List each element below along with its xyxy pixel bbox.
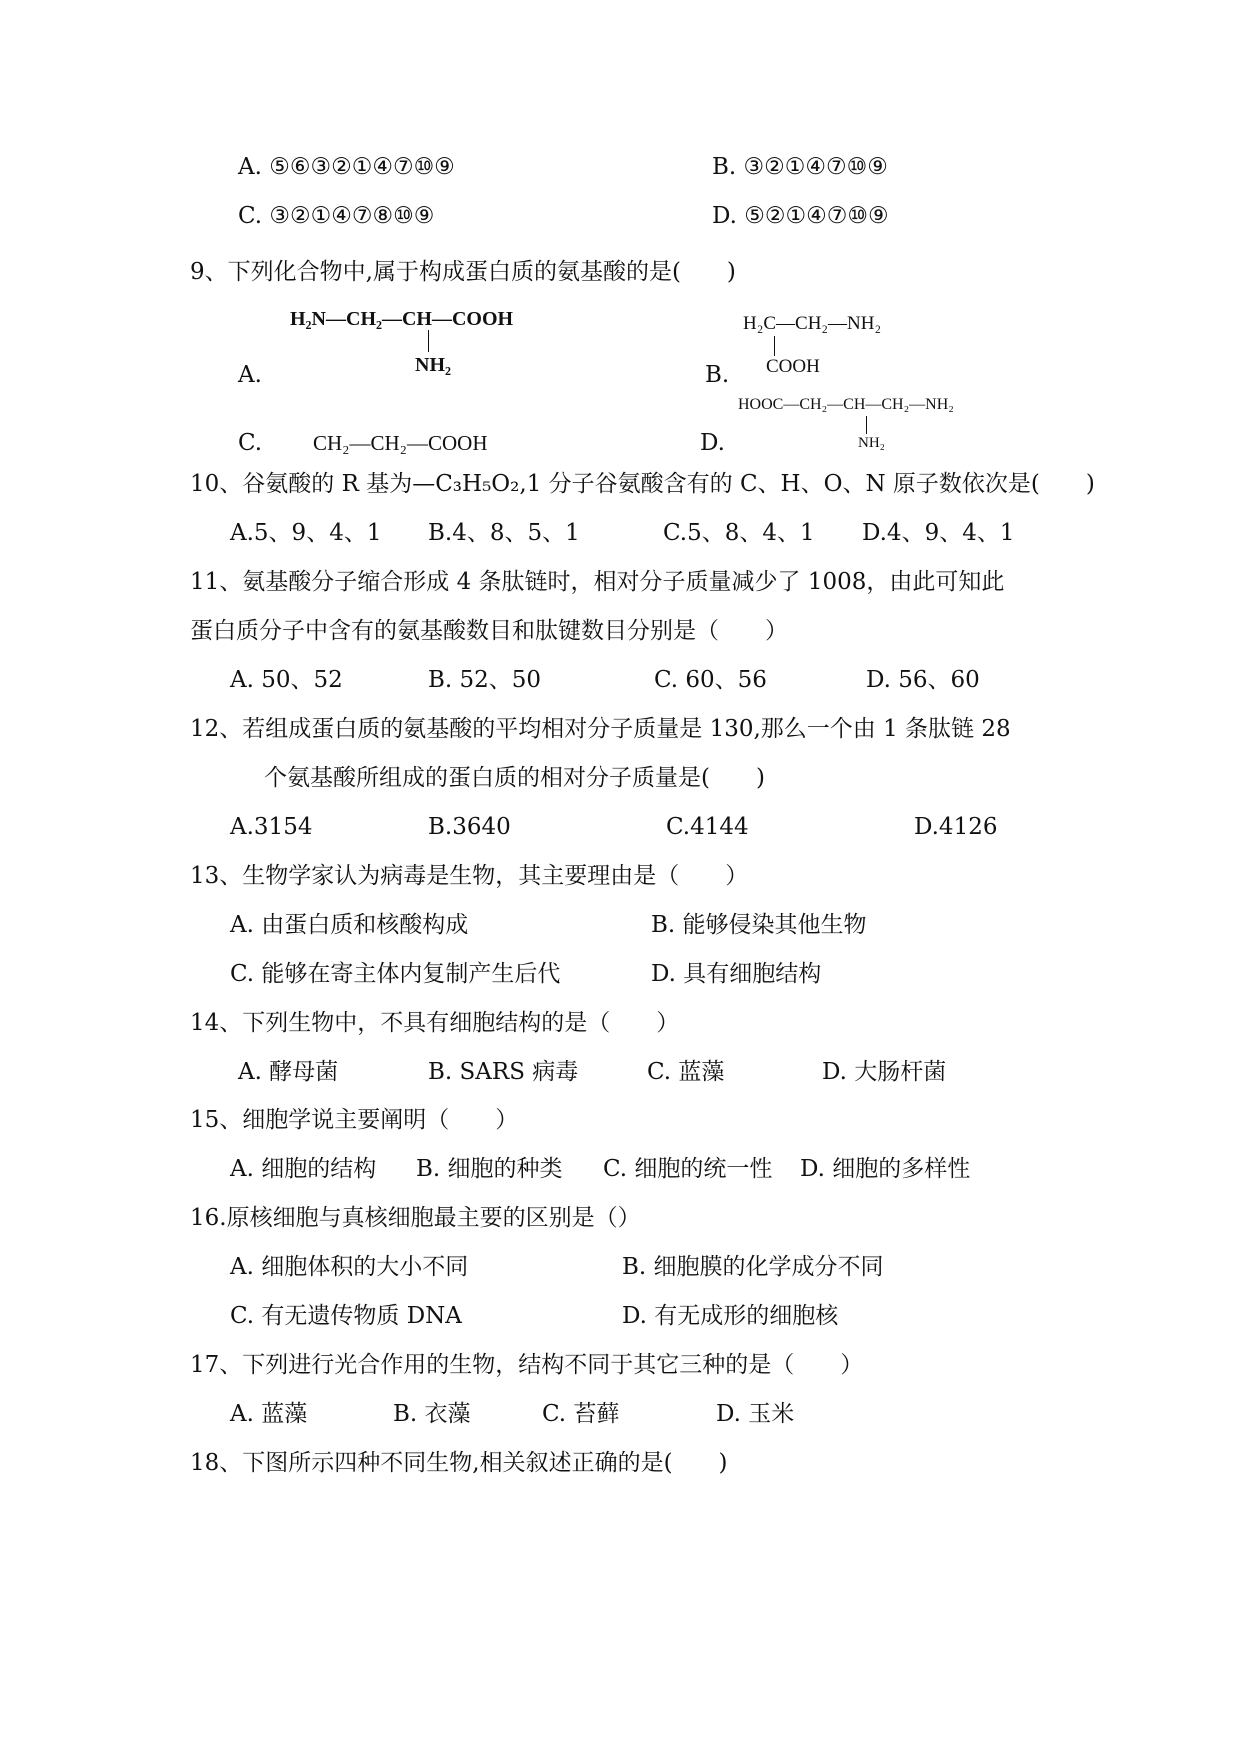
q9-option-a-substituent: NH₂	[415, 354, 451, 376]
q13-option-a: A. 由蛋白质和核酸构成	[230, 912, 469, 938]
q11-option-b: B. 52、50	[428, 667, 542, 693]
q13-stem: 13、生物学家认为病毒是生物，其主要理由是（ ）	[190, 863, 749, 889]
q8-option-d: D. ⑤②①④⑦⑩⑨	[712, 203, 889, 229]
q12-option-a: A.3154	[230, 814, 313, 840]
q15-option-a: A. 细胞的结构	[230, 1156, 377, 1182]
q17-stem: 17、下列进行光合作用的生物，结构不同于其它三种的是（ ）	[190, 1352, 864, 1378]
q18-stem: 18、下图所示四种不同生物,相关叙述正确的是( )	[190, 1450, 728, 1476]
q14-option-d: D. 大肠杆菌	[822, 1059, 947, 1085]
q9-option-a-label: A.	[238, 362, 262, 388]
q12-stem-line1: 12、若组成蛋白质的氨基酸的平均相对分子质量是 130,那么一个由 1 条肽链 28	[190, 716, 1011, 742]
q16-option-c: C. 有无遗传物质 DNA	[230, 1303, 462, 1329]
q9-option-b-substituent: COOH	[766, 356, 820, 377]
q9-option-a-bond	[428, 330, 429, 352]
q9-option-b-bond	[774, 336, 775, 356]
q11-option-a: A. 50、52	[230, 667, 343, 693]
q9-stem: 9、下列化合物中,属于构成蛋白质的氨基酸的是( )	[190, 259, 736, 285]
q9-option-d-formula: HOOC—CH₂—CH—CH₂—NH₂	[738, 396, 954, 413]
q12-option-d: D.4126	[914, 814, 998, 840]
q10-option-a: A.5、9、4、1	[230, 520, 382, 546]
q17-option-c: C. 苔藓	[542, 1401, 620, 1427]
q10-option-b: B.4、8、5、1	[428, 520, 580, 546]
q14-option-b: B. SARS 病毒	[428, 1059, 579, 1085]
q17-option-a: A. 蓝藻	[230, 1401, 308, 1427]
q10-option-d: D.4、9、4、1	[862, 520, 1015, 546]
q11-option-c: C. 60、56	[654, 667, 767, 693]
q14-option-c: C. 蓝藻	[647, 1059, 725, 1085]
q9-option-b-formula: H₂C—CH₂—NH₂	[743, 313, 882, 334]
q13-option-c: C. 能够在寄主体内复制产生后代	[230, 961, 561, 987]
q8-option-b: B. ③②①④⑦⑩⑨	[712, 154, 888, 180]
q9-option-b-label: B.	[705, 362, 730, 388]
q17-option-b: B. 衣藻	[393, 1401, 471, 1427]
q15-stem: 15、细胞学说主要阐明（ ）	[190, 1107, 519, 1133]
q8-option-a: A. ⑤⑥③②①④⑦⑩⑨	[238, 154, 455, 180]
q13-option-d: D. 具有细胞结构	[651, 961, 822, 987]
q14-option-a: A. 酵母菌	[238, 1059, 339, 1085]
q11-option-d: D. 56、60	[866, 667, 980, 693]
q15-option-b: B. 细胞的种类	[416, 1156, 563, 1182]
q13-option-b: B. 能够侵染其他生物	[651, 912, 867, 938]
q16-option-b: B. 细胞膜的化学成分不同	[622, 1254, 884, 1280]
q9-option-d-label: D.	[700, 430, 725, 456]
q9-option-a-formula: H₂N—CH₂—CH—COOH	[290, 308, 514, 330]
q8-option-c: C. ③②①④⑦⑧⑩⑨	[238, 203, 435, 229]
q15-option-c: C. 细胞的统一性	[603, 1156, 773, 1182]
q15-option-d: D. 细胞的多样性	[800, 1156, 971, 1182]
q10-stem: 10、谷氨酸的 R 基为—C₃H₅O₂,1 分子谷氨酸含有的 C、H、O、N 原子数依次是( )	[190, 471, 1095, 497]
q14-stem: 14、下列生物中，不具有细胞结构的是（ ）	[190, 1010, 680, 1036]
q12-stem-line2: 个氨基酸所组成的蛋白质的相对分子质量是( )	[264, 765, 765, 791]
q9-option-c-formula: CH₂—CH₂—COOH	[313, 431, 488, 455]
q12-option-b: B.3640	[428, 814, 511, 840]
q16-stem: 16.原核细胞与真核细胞最主要的区别是（）	[190, 1205, 641, 1231]
q10-option-c: C.5、8、4、1	[663, 520, 815, 546]
q11-stem-line1: 11、氨基酸分子缩合形成 4 条肽链时，相对分子质量减少了 1008，由此可知此	[190, 569, 1005, 595]
q9-option-c-label: C.	[238, 430, 263, 456]
q16-option-a: A. 细胞体积的大小不同	[230, 1254, 469, 1280]
q11-stem-line2: 蛋白质分子中含有的氨基酸数目和肽键数目分别是（ ）	[190, 618, 788, 644]
q9-option-d-substituent: NH₂	[858, 435, 885, 451]
q17-option-d: D. 玉米	[716, 1401, 795, 1427]
q12-option-c: C.4144	[666, 814, 749, 840]
q16-option-d: D. 有无成形的细胞核	[622, 1303, 839, 1329]
